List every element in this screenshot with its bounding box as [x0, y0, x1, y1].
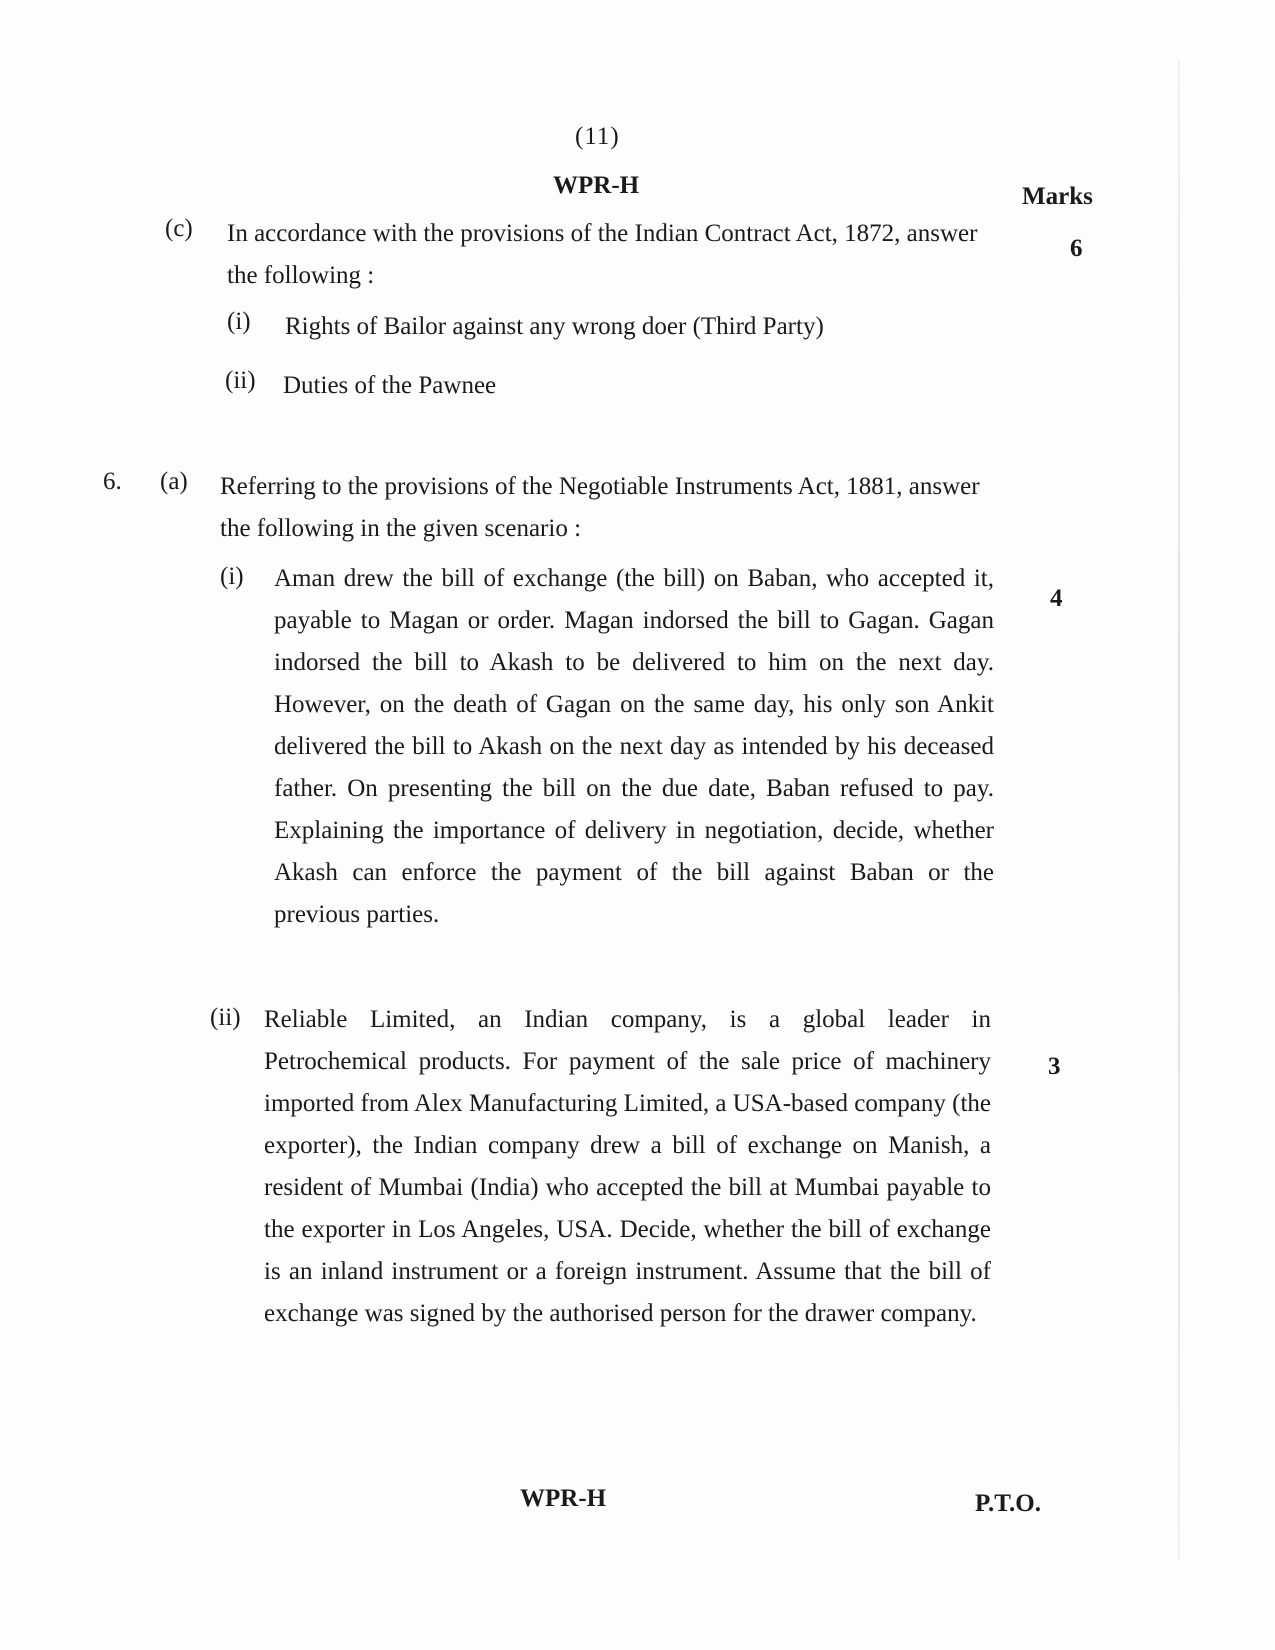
- marks-heading: Marks: [1022, 183, 1093, 210]
- question-6a-label: (a): [160, 468, 188, 495]
- question-c-text: In accordance with the provisions of the Indian Contract Act, 1872, answer the following :: [227, 220, 978, 289]
- question-6a-part-i-text: Aman drew the bill of exchange (the bill) on Baban, who accepted it, payable to Magan or order. Magan indorsed the bill to Gagan. Gagan indorsed the bill to Akash to be delivered to him on the next day. However, on the death of Gagan on the same day, his only son Ankit delivered the bill to Akash on the next day as intended by his deceased father. On presenting the bill on the due date, Baban refused to pay. Explaining the importance of delivery in negotiation, decide, whether Akash can enforce the payment of the bill against Baban or the previous parties.: [274, 565, 994, 928]
- question-6-number: 6.: [103, 468, 122, 495]
- paper-code-header: WPR-H: [553, 172, 640, 199]
- question-6a-part-i-marks: 4: [1050, 585, 1063, 612]
- please-turn-over: P.T.O.: [975, 1490, 1041, 1517]
- question-6a-part-ii-label: (ii): [210, 1004, 241, 1031]
- question-6a-part-ii-marks: 3: [1048, 1053, 1061, 1080]
- question-c-part-ii-text: Duties of the Pawnee: [283, 372, 497, 399]
- question-c-label: (c): [165, 215, 193, 242]
- question-c-part-ii-label: (ii): [225, 367, 256, 394]
- paper-code-footer: WPR-H: [520, 1485, 607, 1512]
- question-6a-part-i-label: (i): [220, 563, 244, 590]
- question-6a-text: Referring to the provisions of the Negotiable Instruments Act, 1881, answer the following in the given scenario :: [220, 473, 980, 542]
- page-number: (11): [575, 123, 620, 150]
- scan-edge-line: [1178, 60, 1180, 1560]
- question-c-part-i-label: (i): [227, 308, 251, 335]
- question-c-marks: 6: [1070, 235, 1083, 262]
- question-6a-part-ii-text: Reliable Limited, an Indian company, is a global leader in Petrochemical products. For payment of the sale price of machinery imported from Alex Manufacturing Limited, a USA-based company (the exporter), the Indian company drew a bill of exchange on Manish, a resident of Mumbai (India) who accepted the bill at Mumbai payable to the exporter in Los Angeles, USA. Decide, whether the bill of exchange is an inland instrument or a foreign instrument. Assume that the bill of exchange was signed by the authorised person for the drawer company.: [264, 1006, 991, 1327]
- question-c-part-i-text: Rights of Bailor against any wrong doer (Third Party): [285, 313, 824, 340]
